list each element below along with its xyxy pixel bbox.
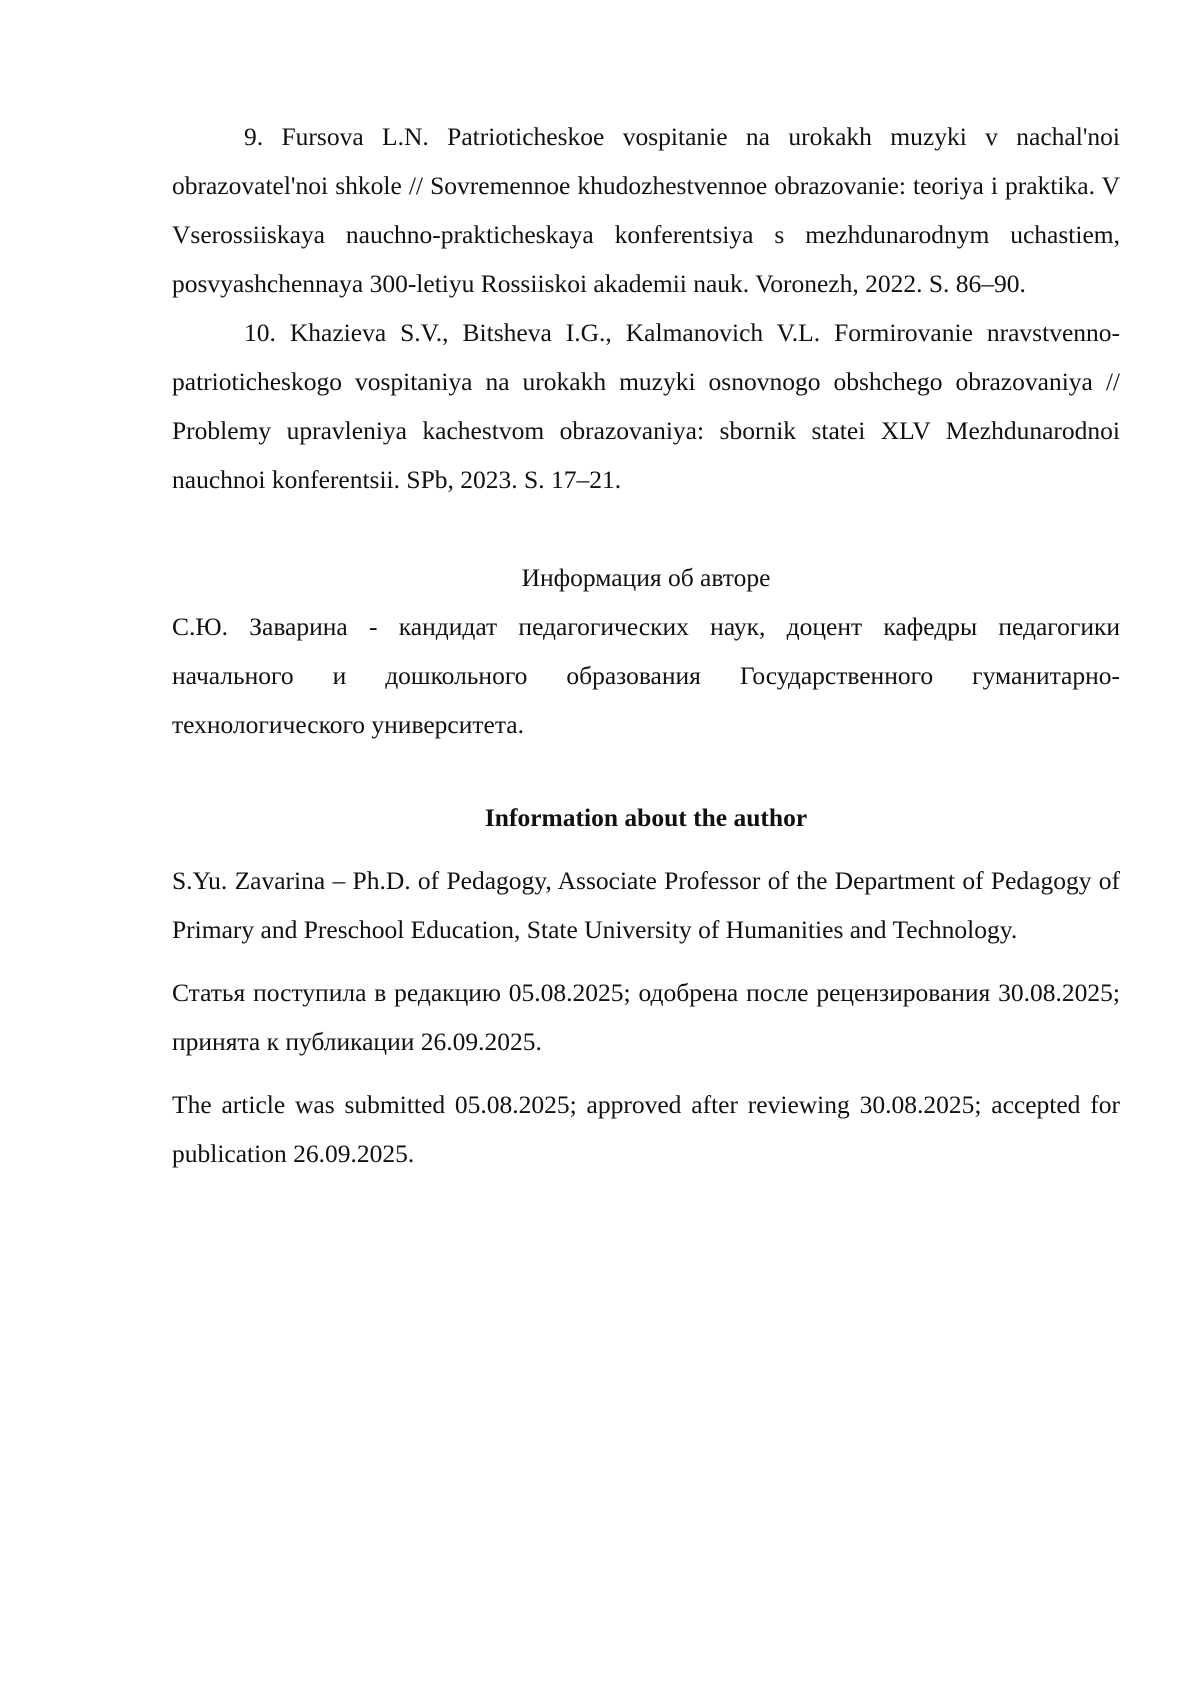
author-info-heading-ru: Информация об авторе [521, 563, 771, 592]
paragraph-spacer [172, 1066, 1120, 1080]
reference-item-9 [172, 112, 1120, 308]
section-spacer [172, 504, 1120, 553]
reference-number: 10. [244, 318, 276, 347]
article-dates-ru: Статья поступила в редакцию 05.08.2025; одобрена после рецензирования 30.08.2025; принята к публикации 26.09.2025. [172, 978, 1120, 1056]
reference-number: 9. [244, 122, 264, 151]
paragraph-spacer [172, 954, 1120, 968]
author-info-text-ru: С.Ю. Заварина - кандидат педагогических наук, доцент кафедры педагогики начального и дошкольного образования Государственного гуманитарно-технологического университета. [172, 612, 1120, 739]
author-info-heading-en: Information about the author [484, 803, 808, 832]
author-info-text-en: S.Yu. Zavarina – Ph.D. of Pedagogy, Associate Professor of the Department of Pedagogy of Primary and Preschool Education, State University of Humanities and Technology. [172, 866, 1120, 944]
document-page [172, 112, 1120, 1178]
article-dates-en: The article was submitted 05.08.2025; approved after reviewing 30.08.2025; accepted for publication 26.09.2025. [172, 1090, 1120, 1168]
reference-text: Khazieva S.V., Bitsheva I.G., Kalmanovich V.L. Formirovanie nravstvenno-patrioticheskogo vospitaniya na urokakh muzyki osnovnogo obshchego obrazovaniya // Problemy upravleniya kachestvom obrazovaniya: sbornik statei XLV Mezhdunarodnoi nauchnoi konferentsii. SPb, 2023. S. 17–21. [172, 318, 1121, 494]
reference-text: Fursova L.N. Patrioticheskoe vospitanie na urokakh muzyki v nachal'noi obrazovatel'noi shkole // Sovremennoe khudozhestvennoe obrazovanie: teoriya i praktika. V Vserossiiskaya nauchno-prakticheskaya konferentsiya s mezhdunarodnym uchastiem, posvyashchennaya 300-letiyu Rossiiskoi akademii nauk. Voronezh, 2022. S. 86–90. [172, 122, 1120, 298]
section-spacer [172, 749, 1120, 793]
reference-item-10 [172, 308, 1120, 504]
